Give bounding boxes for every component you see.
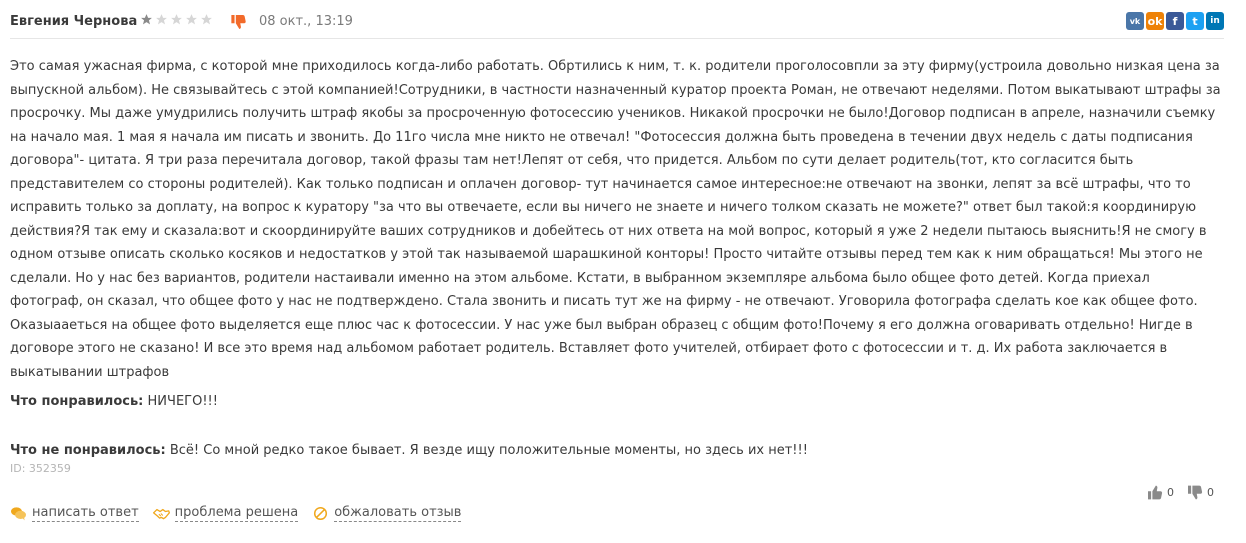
review-pros	[10, 392, 1224, 412]
review-header	[10, 8, 1224, 39]
share-ok-button[interactable]: ok	[1146, 12, 1164, 30]
problem-solved-button[interactable]	[153, 505, 299, 522]
pros-text: НИЧЕГО!!!	[147, 394, 218, 409]
vote-panel	[1148, 485, 1214, 500]
review-actions	[10, 505, 461, 522]
review-date: 08 окт., 13:19	[259, 14, 353, 29]
cons-text: Всё! Со мной редко такое бывает. Я везде ищу положительные моменты, но здесь их нет!!!	[169, 443, 808, 458]
review-id: ID: 352359	[10, 462, 71, 475]
speech-bubbles-icon	[10, 506, 27, 521]
thumbs-up-icon[interactable]	[1148, 485, 1163, 500]
reply-button[interactable]	[10, 505, 139, 522]
share-linkedin-button[interactable]: in	[1206, 12, 1224, 30]
share-vk-button[interactable]: vk	[1126, 12, 1144, 30]
complain-button[interactable]	[312, 505, 461, 522]
complain-label: обжаловать отзыв	[334, 505, 462, 520]
handshake-icon	[153, 506, 170, 521]
share-twitter-button[interactable]: t	[1186, 12, 1204, 30]
share-buttons	[1126, 12, 1224, 30]
pros-label: Что понравилось:	[10, 394, 144, 409]
review-cons	[10, 441, 1224, 461]
share-facebook-button[interactable]: f	[1166, 12, 1184, 30]
star-filled-icon	[140, 13, 153, 26]
prohibited-icon	[312, 506, 329, 521]
star-empty-icon	[200, 13, 213, 26]
problem-solved-label: проблема решена	[174, 505, 299, 520]
author-name[interactable]: Евгения Чернова	[10, 14, 138, 29]
like-count: 0	[1167, 486, 1174, 499]
star-empty-icon	[185, 13, 198, 26]
dislike-count: 0	[1207, 486, 1214, 499]
reply-label: написать ответ	[32, 505, 139, 520]
star-empty-icon	[155, 13, 168, 26]
review-text: Это самая ужасная фирма, с которой мне приходилось когда-либо работать. Обртились к ним, т. к. родители проголосовпли за эту фирму(устроила довольно низкая цена за выпускной альбом). Не связывайтесь с этой компанией!Сотрудники, в частности назначенный куратор проекта Роман, не отвечают неделями. Потом выкатывают штрафы за просрочку. Мы даже умудрились получить штраф якобы за просроченную фотосессию учеников. Никакой просрочки не было!Договор подписан в апреле, назначили съемку на начало мая. 1 мая я начала им писать и звонить. До 11го числа мне никто не отвечал! "Фотосессия должна быть проведена в течении двух недель с даты подписания договора"- цитата. Я три раза перечитала договор, такой фразы там нет!Лепят от себя, что придется. Альбом по сути делает родитель(тот, кто согласится быть представителем со стороны родителей). Как только подписан и оплачен договор- тут начинается самое интересное:не отвечают на звонки, лепят за всё штрафы, что то исправить только за доплату, на вопрос к куратору "за что вы отвечаете, если вы ничего не знаете и ничего толком сказать не можете?" ответ был такой:я координирую действия?Я так ему и сказала:вот и скоординируйте ваших сотрудников и добейтесь от них ответа на мой вопрос, который я уже 2 недели пытаюсь выяснить!Я не смогу в одном отзыве описать сколько косяков и недостатков у этой так называемой шарашкиной конторы! Просто читайте отзывы перед тем как к ним обращаться! Мы этого не сделали. Но у нас без вариантов, родители настаивали именно на этом альбоме. Кстати, в выбранном экземпляре альбома было общее фото детей. Когда приехал фотограф, он сказал, что общее фото у нас не подтверждено. Стала звонить и писать тут же на фирму - не отвечают. Уговорила фотографа сделать кое как общее фото. Оказыааеться на общее фото выделяется еще плюс час к фотосессии. У нас уже был выбран образец с общим фото!Почему я его должна оговаривать отдельно! Нигде в договоре этого не сказано! И все это время над альбомом работает родитель. Вставляет фото учителей, отбирает фото с фотосессии и т. д. Их работа заключается в выкатывании штрафов	[10, 59, 1221, 380]
cons-label: Что не понравилось:	[10, 443, 166, 458]
rating-stars	[140, 13, 213, 29]
thumbs-down-icon[interactable]	[1188, 485, 1203, 500]
star-empty-icon	[170, 13, 183, 26]
thumbs-down-icon	[231, 15, 247, 29]
